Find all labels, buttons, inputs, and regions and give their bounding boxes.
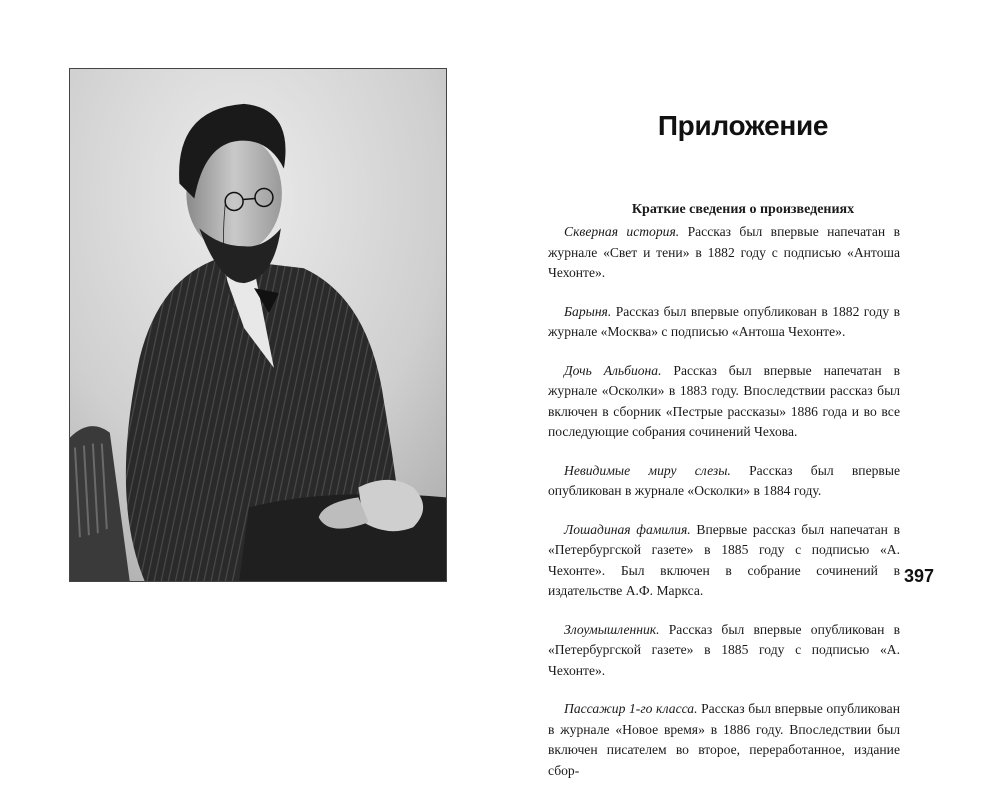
entry-title: Злоумышленник. [564,621,660,637]
entry-title: Дочь Альбиона. [564,362,662,378]
page-number: 397 [904,566,935,586]
entry-paragraph [548,699,900,781]
entry-title: Пассажир 1-го класса. [564,701,698,716]
entries-list [548,222,900,799]
text-page [548,0,901,778]
entry-title: Лошадиная фамилия. [564,521,691,537]
entry-title: Невидимые миру слезы. [564,462,731,478]
entry-title: Барыня. [564,303,612,319]
entry-text: Рассказ был впервые опубликован в журнале «Новое время» в 1886 году. Впоследствии был включен писателем во второе, переработанное, издание сбор- [548,701,900,778]
entry-text: Рассказ был впервые опубликован в 1882 году в журнале «Москва» с подписью «Антоша Чехонте». [548,303,900,339]
entry-title: Скверная история. [564,224,680,239]
entry-text: Рассказ был впервые напечатан в журнале «Свет и тени» в 1882 году с подписью «Антоша Чехонте». [548,224,900,280]
entry-text: Рассказ был впервые напечатан в журнале «Осколки» в 1883 году. Впоследствии рассказ был включен в сборник «Пестрые рассказы» 1886 года и во все последующие собрания сочинений Чехова. [548,362,900,439]
portrait-photo [69,68,447,582]
entry-paragraph [548,620,900,682]
section-subtitle: Краткие сведения о произведениях [631,202,855,217]
portrait-image [70,69,446,581]
page-title: Приложение [657,110,829,141]
entry-paragraph [548,461,900,502]
entry-paragraph [548,302,900,343]
entry-paragraph [548,222,900,284]
entry-text: Рассказ был впервые опубликован в журнале «Осколки» в 1884 году. [548,462,900,498]
entry-text: Впервые рассказ был напечатан в «Петербургской газете» в 1885 году с подписью «А. Чехонте». Был включен в собрание сочинений в издательстве А.Ф. Маркса. [548,521,901,598]
entry-paragraph [548,361,900,443]
entry-paragraph [548,520,900,602]
entry-text: Рассказ был впервые опубликован в «Петербургской газете» в 1885 году с подписью «А. Чехонте». [548,621,900,678]
